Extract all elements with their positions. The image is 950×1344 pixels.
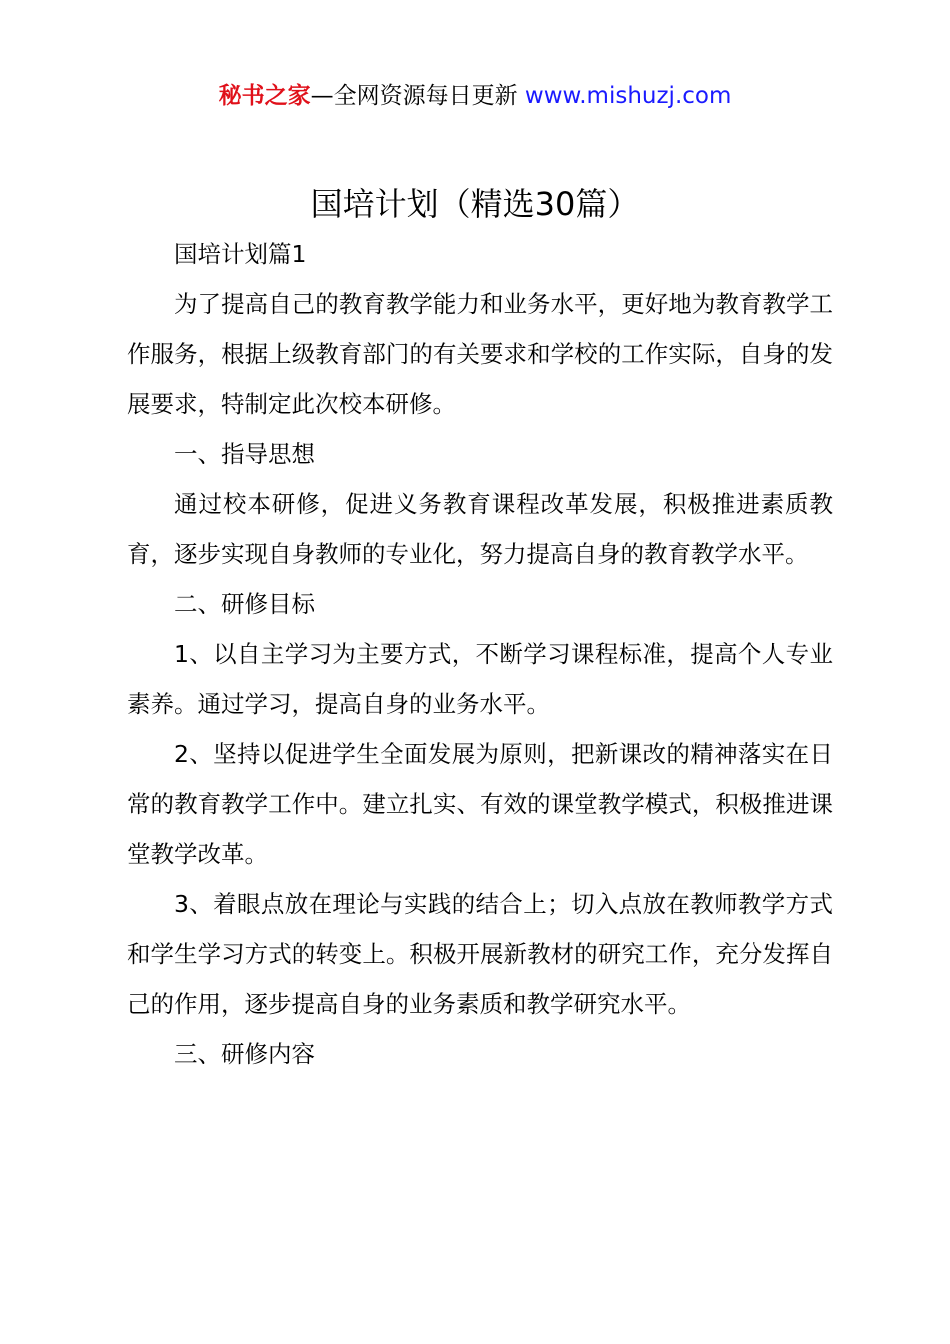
site-tagline: —全网资源每日更新 [310,83,518,109]
document-body [127,229,833,1079]
section-heading: 国培计划篇1 [174,240,307,268]
site-header [0,80,950,112]
site-brand: 秘书之家 [218,83,311,109]
document-title: 国培计划（精选30篇） [310,185,640,223]
body-paragraph: 为了提高自己的教育教学能力和业务水平，更好地为教育教学工作服务，根据上级教育部门的有关要求和学校的工作实际，自身的发展要求，特制定此次校本研修。 [127,290,833,418]
section-heading: 二、研修目标 [174,590,315,618]
body-paragraph: 1、以自主学习为主要方式，不断学习课程标准，提高个人专业素养。通过学习，提高自身的业务水平。 [127,640,833,718]
section-heading: 一、指导思想 [174,440,315,468]
body-paragraph: 2、坚持以促进学生全面发展为原则，把新课改的精神落实在日常的教育教学工作中。建立扎实、有效的课堂教学模式，积极推进课堂教学改革。 [127,740,833,868]
section-heading: 三、研修内容 [174,1040,315,1068]
body-paragraph: 3、着眼点放在理论与实践的结合上；切入点放在教师教学方式和学生学习方式的转变上。积极开展新教材的研究工作，充分发挥自己的作用，逐步提高自身的业务素质和教学研究水平。 [127,890,833,1018]
body-paragraph: 通过校本研修，促进义务教育课程改革发展，积极推进素质教育，逐步实现自身教师的专业化，努力提高自身的教育教学水平。 [127,490,833,568]
site-url-link[interactable]: www.mishuzj.com [524,83,732,109]
